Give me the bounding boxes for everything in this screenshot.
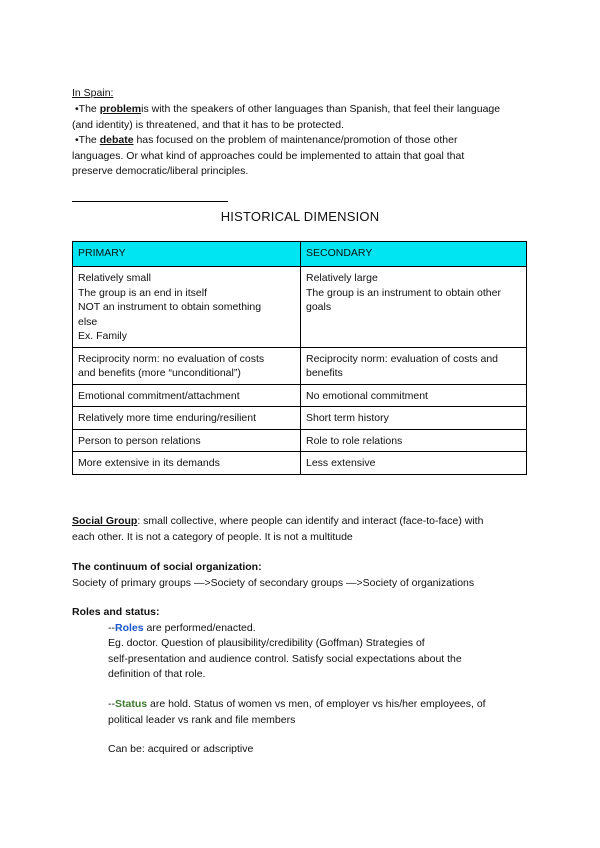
table-cell — [301, 429, 527, 452]
header-primary: PRIMARY — [73, 242, 301, 267]
status-line-2: political leader vs rank and file members — [108, 713, 296, 726]
social-group-text: : small collective, where people can identify and interact (face-to-face) with — [137, 515, 484, 527]
intro-problem-line — [75, 102, 500, 118]
table-cell — [73, 452, 301, 475]
table-row — [73, 407, 527, 430]
continuum-text: Society of primary groups —>Society of secondary groups —>Society of organizations — [72, 576, 475, 589]
status-line — [108, 697, 486, 713]
dash-prefix: -- — [108, 698, 115, 710]
intro-debate-line — [75, 133, 457, 149]
bullet: •The — [75, 134, 100, 146]
intro-problem-line-2: (and identity) is threatened, and that it has to be protected. — [72, 118, 345, 131]
header-secondary: SECONDARY — [301, 242, 527, 267]
roles-line-3: self-presentation and audience control. Satisfy social expectations about the — [108, 652, 462, 665]
roles-term: Roles — [115, 621, 144, 634]
table-cell — [73, 407, 301, 430]
table-row — [73, 347, 527, 384]
table-cell — [73, 267, 301, 348]
cell-text: Emotional commitment/attachment — [78, 389, 240, 402]
status-text: are hold. Status of women vs men, of employer vs his/her employees, of — [147, 698, 486, 710]
roles-text: are performed/enacted. — [143, 621, 256, 634]
table-row — [73, 384, 527, 407]
roles-line — [108, 621, 256, 637]
cell-text: benefits — [306, 367, 343, 379]
cell-text: else — [78, 315, 98, 328]
section-divider — [72, 201, 228, 202]
cell-text: Short term history — [306, 412, 389, 424]
cell-text: The group is an end in itself — [78, 286, 207, 299]
dash-prefix: -- — [108, 621, 115, 634]
cell-text: Ex. Family — [78, 330, 128, 342]
problem-text: is with the speakers of other languages than Spanish, that feel their language — [141, 103, 501, 115]
cell-text: No emotional commitment — [306, 389, 428, 402]
cell-text: Person to person relations — [78, 434, 201, 447]
table-cell — [301, 347, 527, 384]
table-cell — [73, 429, 301, 452]
intro-debate-line-3: preserve democratic/liberal principles. — [72, 165, 249, 177]
cell-text: NOT an instrument to obtain something — [78, 301, 262, 313]
table-row — [73, 267, 527, 348]
cell-text: Reciprocity norm: no evaluation of costs — [78, 352, 265, 365]
table-cell — [301, 452, 527, 475]
section-heading: HISTORICAL DIMENSION — [220, 209, 380, 224]
comparison-table — [72, 241, 527, 475]
intro-label: In Spain: — [72, 87, 114, 99]
continuum-title: The continuum of social organization: — [72, 561, 262, 573]
can-be-line: Can be: acquired or adscriptive — [108, 743, 254, 755]
cell-text: Role to role relations — [306, 434, 403, 447]
roles-line-2: Eg. doctor. Question of plausibility/credibility (Goffman) Strategies of — [108, 637, 425, 649]
problem-keyword: problem — [99, 103, 142, 115]
cell-text: The group is an instrument to obtain other — [306, 286, 501, 299]
cell-text: Less extensive — [306, 457, 376, 469]
debate-keyword: debate — [99, 134, 134, 146]
table-header-row — [73, 242, 527, 267]
table-cell — [301, 384, 527, 407]
cell-text: goals — [306, 301, 332, 313]
table-cell — [301, 407, 527, 430]
debate-text: has focused on the problem of maintenance/promotion of those other — [133, 134, 458, 146]
social-group-definition-line-2: each other. It is not a category of people. It is not a multitude — [72, 530, 353, 543]
roles-line-4: definition of that role. — [108, 668, 206, 680]
cell-text: Reciprocity norm: evaluation of costs and — [306, 352, 499, 365]
roles-status-title: Roles and status: — [72, 606, 160, 618]
cell-text: Relatively more time enduring/resilient — [78, 412, 256, 424]
table-cell — [301, 267, 527, 348]
social-group-term: Social Group — [72, 515, 138, 527]
table-cell — [73, 347, 301, 384]
cell-text: Relatively small — [78, 272, 151, 284]
intro-debate-line-2: languages. Or what kind of approaches could be implemented to attain that goal that — [72, 149, 465, 162]
table-cell — [73, 384, 301, 407]
cell-text: More extensive in its demands — [78, 457, 220, 469]
table-row — [73, 429, 527, 452]
social-group-definition — [72, 514, 483, 530]
cell-text: Relatively large — [306, 272, 378, 284]
cell-text: and benefits (more “unconditional”) — [78, 367, 241, 379]
bullet: •The — [75, 103, 100, 115]
status-term: Status — [115, 698, 148, 710]
table-row — [73, 452, 527, 475]
